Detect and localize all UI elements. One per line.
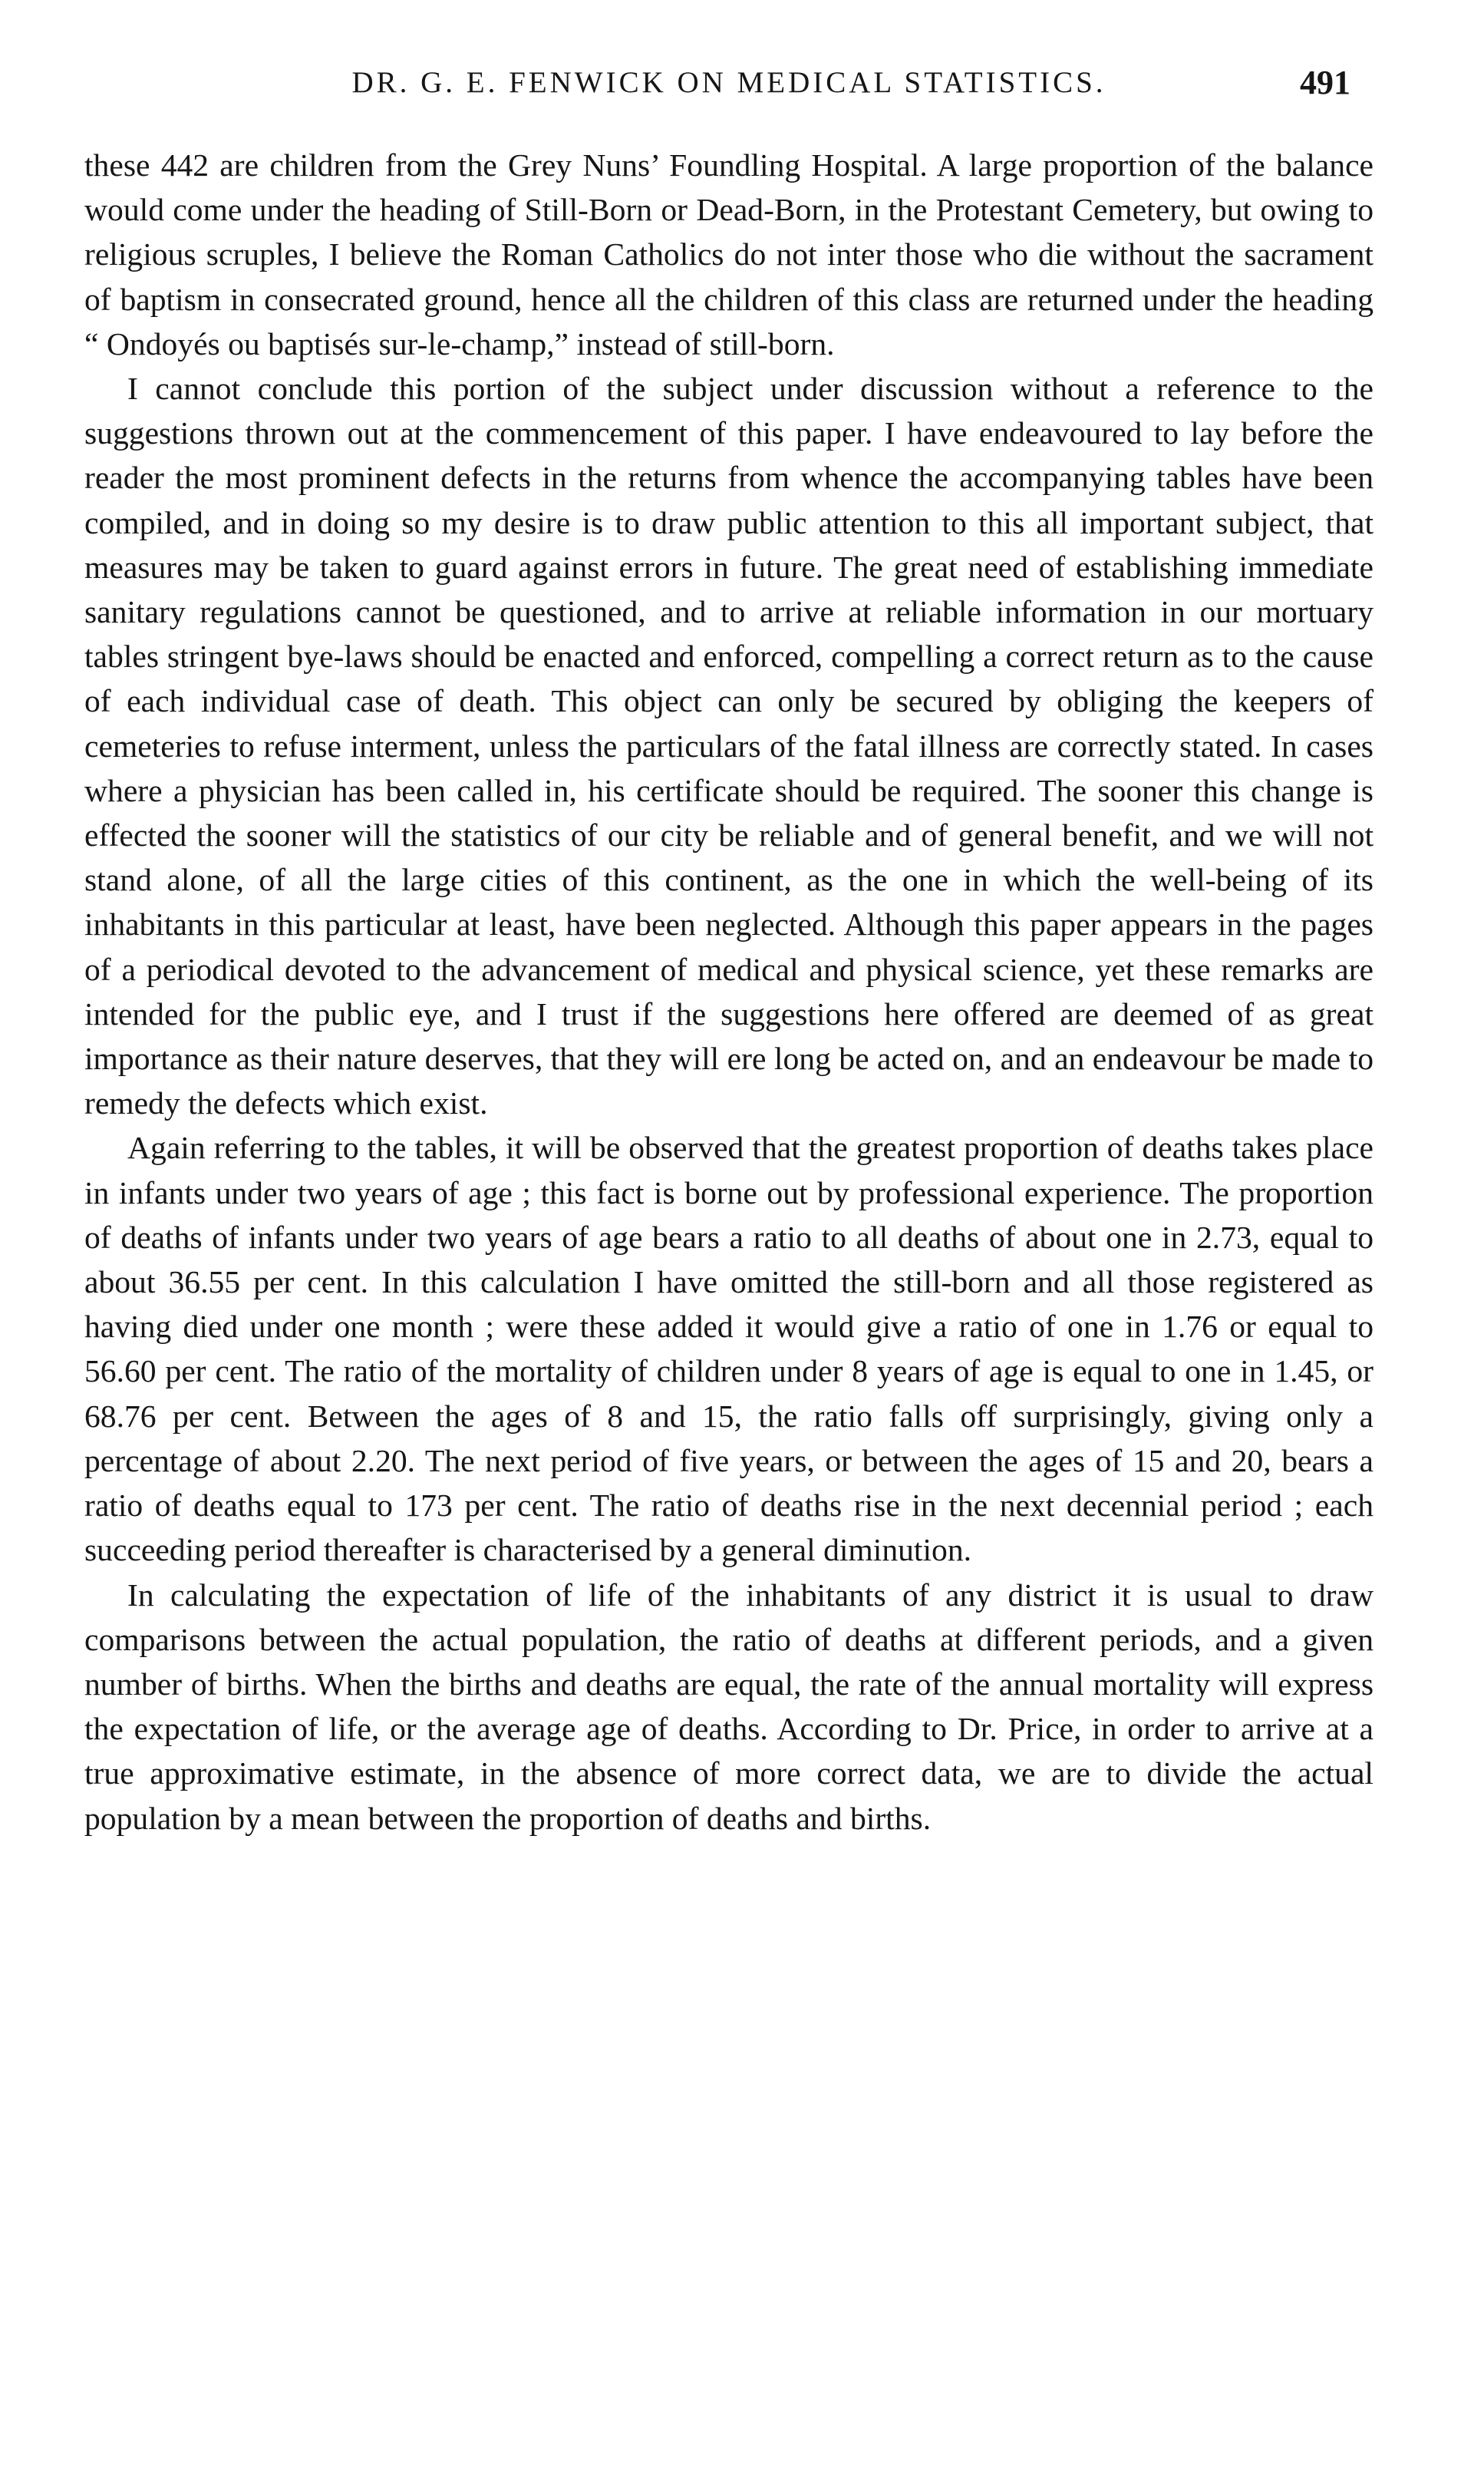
page-number: 491 xyxy=(1300,64,1350,101)
paragraph-suggestions: I cannot conclude this portion of the subject under discussion without a reference to the suggestions thrown out at the commencement of this paper. I have endeavoured to lay before the reader the most prominent defects in the returns from whence the accompanying tables have been compiled, and in doing so my desire is to draw public attention to this all important subject, that measures may be taken to guard against errors in future. The great need of establishing immediate sanitary regulations cannot be questioned, and to arrive at reliable information in our mortuary tables stringent bye-laws should be enacted and enforced, compelling a correct return as to the cause of each individual case of death. This object can only be secured by obliging the keepers of cemeteries to refuse interment, unless the particulars of the fatal illness are correctly stated. In cases where a physician has been called in, his certificate should be required. The sooner this change is effected the sooner will the statistics of our city be reliable and of general benefit, and we will not stand alone, of all the large cities of this continent, as the one in which the well-being of its inhabitants in this particular at least, have been neglected. Although this paper appears in the pages of a periodical devoted to the advancement of medical and physical science, yet these remarks are intended for the public eye, and I trust if the suggestions here offered are deemed of as great importance as their nature deserves, that they will ere long be acted on, and an endeavour be made to remedy the defects which exist. xyxy=(84,371,1374,1121)
running-head xyxy=(84,60,1374,114)
paragraph-mortality-ratios: Again referring to the tables, it will be observed that the greatest proportion of deaths takes place in infants under two years of age ; this fact is borne out by professional experience. The proportion of deaths of infants under two years of age bears a ratio to all deaths of about one in 2.73, equal to about 36.55 per cent. In this calculation I have omitted the still-born and all those registered as having died under one month ; were these added it would give a ratio of one in 1.76 or equal to 56.60 per cent. The ratio of the mortality of children under 8 years of age is equal to one in 1.45, or 68.76 per cent. Between the ages of 8 and 15, the ratio falls off surprisingly, giving only a percentage of about 2.20. The next period of five years, or between the ages of 15 and 20, bears a ratio of deaths equal to 173 per cent. The ratio of deaths rise in the next decennial period ; each succeeding period thereafter is characterised by a general diminution. xyxy=(84,1130,1374,1568)
running-title: DR. G. E. FENWICK ON MEDICAL STATISTICS. xyxy=(351,66,1106,99)
paragraph-life-expectation: In calculating the expectation of life of the inhabitants of any district it is usual to draw comparisons between the actual population, the ratio of deaths at different periods, and a given number of births. When the births and deaths are equal, the rate of the annual mortality will express the expectation of life, or the average age of deaths. According to Dr. Price, in order to arrive at a true approximative estimate, in the absence of more correct data, we are to divide the actual population by a mean between the proportion of deaths and births. xyxy=(84,1577,1374,1836)
journal-page xyxy=(84,60,1374,1841)
paragraph-continuation: these 442 are children from the Grey Nuns’ Foundling Hospital. A large proportion of the balance would come under the heading of Still-Born or Dead-Born, in the Protestant Cemetery, but owing to religious scruples, I believe the Roman Catholics do not inter those who die without the sacrament of baptism in consecrated ground, hence all the children of this class are returned under the heading “ Ondoyés ou baptisés sur-le-champ,” instead of still-born. xyxy=(84,147,1374,362)
